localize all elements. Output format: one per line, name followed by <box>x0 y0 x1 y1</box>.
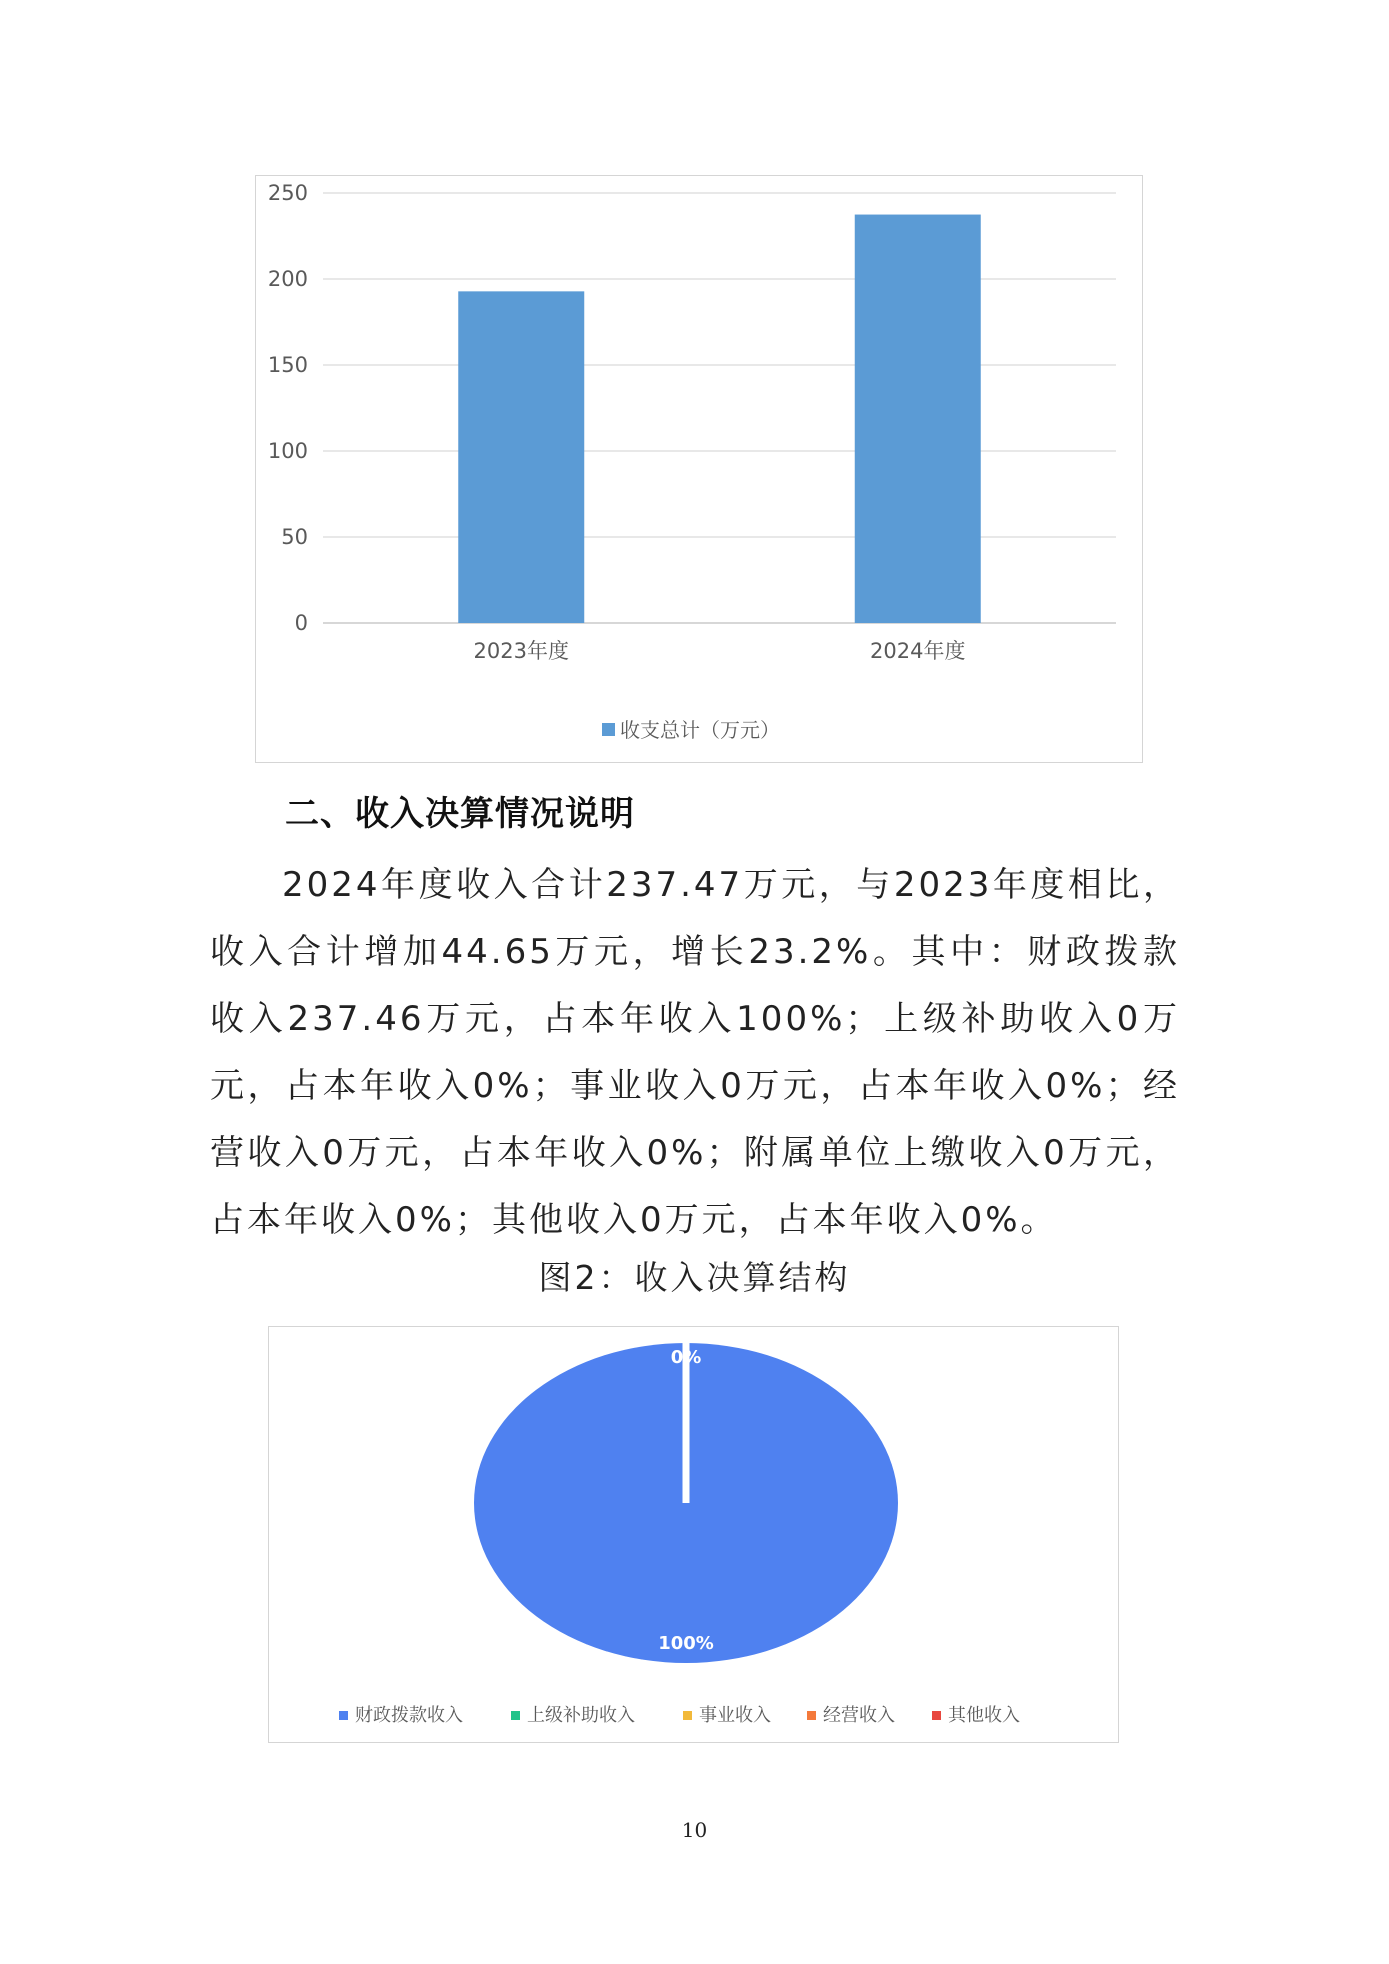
bar-legend-swatch <box>602 723 615 736</box>
bar-y-tick-label: 250 <box>267 181 308 205</box>
bar-chart <box>255 175 1143 763</box>
figure-caption: 图2：收入决算结构 <box>538 1258 851 1297</box>
bar-legend-label: 收支总计（万元） <box>620 718 780 742</box>
bar-category-label: 2023年度 <box>473 639 569 663</box>
bar-2023年度 <box>458 291 584 623</box>
bar-y-tick-label: 0 <box>294 611 308 635</box>
pie-legend-swatch <box>683 1711 692 1720</box>
pie-legend-swatch <box>511 1711 520 1720</box>
pie-legend <box>339 1705 1020 1726</box>
section-heading: 二、收入决算情况说明 <box>285 794 635 834</box>
bar-chart-svg <box>256 176 1144 764</box>
bar-y-tick-label: 50 <box>281 525 308 549</box>
pie-data-label-0: 0% <box>670 1347 702 1368</box>
bar-y-tick-label: 200 <box>267 267 308 291</box>
bar-2024年度 <box>855 215 981 623</box>
page-number: 10 <box>681 1818 708 1842</box>
bar-legend <box>602 718 780 742</box>
bar-category-label: 2024年度 <box>870 639 966 663</box>
income-description-paragraph: 2024年度收入合计237.47万元，与2023年度相比，收入合计增加44.65万元，增长23.2%。其中：财政拨款收入237.46万元，占本年收入100%；上级补助收入0万元，占本年收入0%；事业收入0万元，占本年收入0%；经营收入0万元，占本年收入0%；附属单位上缴收入0万元，占本年收入0%；其他收入0万元，占本年收入0%。 <box>210 865 1180 1240</box>
pie-legend-label: 上级补助收入 <box>527 1705 635 1726</box>
pie-legend-label: 其他收入 <box>948 1705 1020 1726</box>
bar-y-tick-label: 100 <box>267 439 308 463</box>
bar-y-tick-label: 150 <box>267 353 308 377</box>
pie-legend-label: 事业收入 <box>699 1705 771 1726</box>
pie-legend-swatch <box>932 1711 941 1720</box>
pie-legend-label: 财政拨款收入 <box>355 1705 463 1726</box>
pie-legend-swatch <box>807 1711 816 1720</box>
pie-chart <box>268 1326 1119 1743</box>
pie-data-label-100: 100% <box>658 1633 714 1654</box>
pie-chart-svg <box>269 1327 1120 1744</box>
pie-legend-label: 经营收入 <box>823 1705 895 1726</box>
pie-legend-swatch <box>339 1711 348 1720</box>
